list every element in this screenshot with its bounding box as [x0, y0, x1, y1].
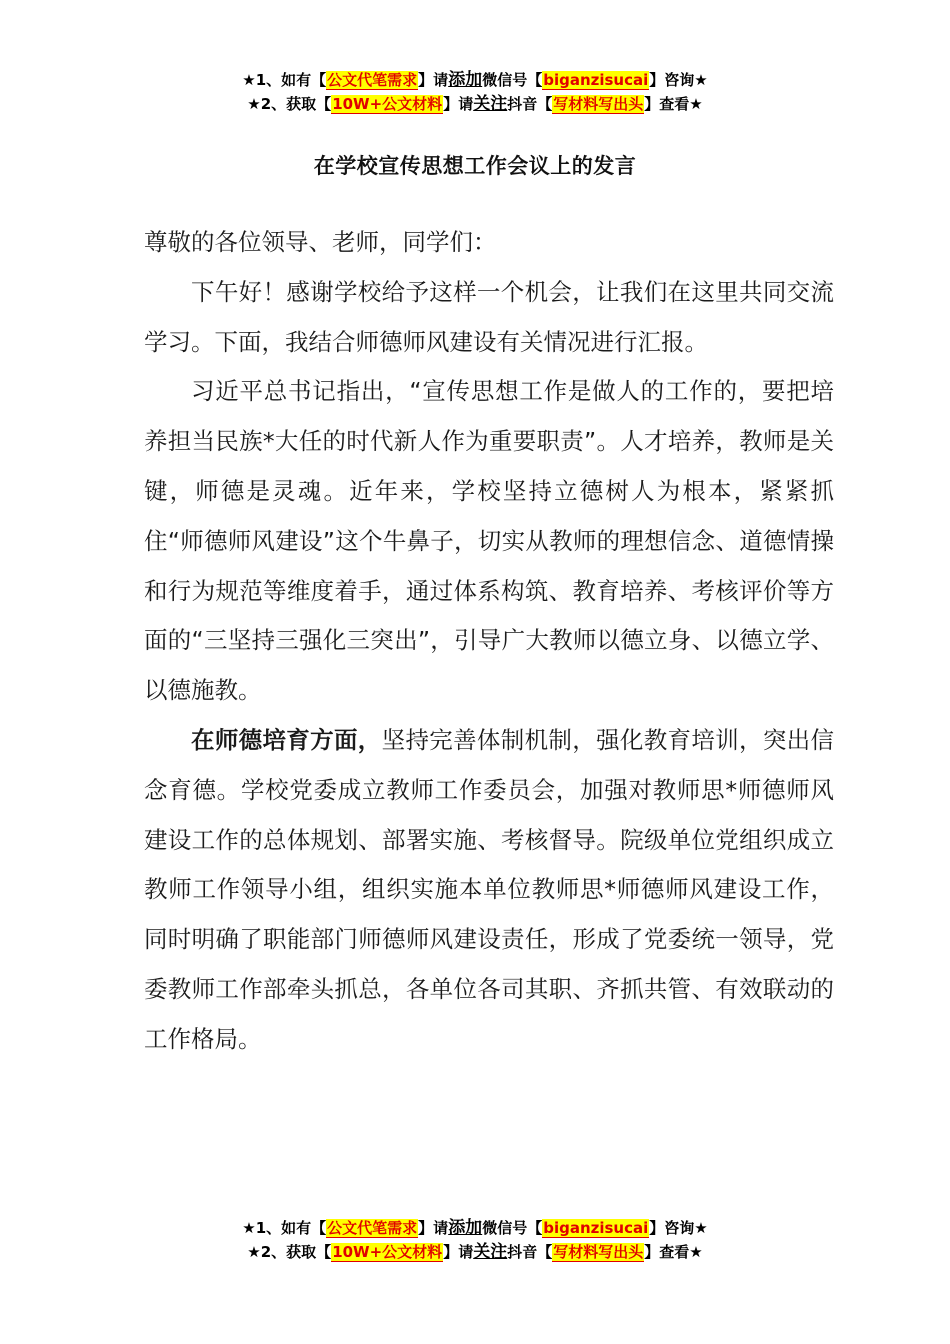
footer-banner	[0, 1216, 950, 1264]
header-line-1: ★1、如有【公文代笔需求】请添加微信号【biganzisucai】咨询★	[242, 70, 708, 90]
footer-line-2: ★2、获取【10W+公文材料】请关注抖音【写材料写出头】查看★	[247, 1242, 703, 1262]
highlight-wechat-id: biganzisucai	[543, 71, 649, 89]
highlight-service: 公文代笔需求	[327, 71, 418, 89]
paragraph-lead-heading: 在师德培育方面，	[191, 725, 382, 754]
highlight-douyin-account: 写材料写出头	[553, 1243, 644, 1261]
paragraph-ethics-cultivation: 在师德培育方面，坚持完善体制机制，强化教育培训，突出信念育德。学校党委成立教师工作委员会，加强对教师思*师德师风建设工作的总体规划、部署实施、考核督导。院级单位党组织成立教师工作领导小组，组织实施本单位教师思*师德师风建设工作，同时明确了职能部门师德师风建设责任，形成了党委统一领导，党委教师工作部牵头抓总，各单位各司其职、齐抓共管、有效联动的工作格局。	[144, 725, 835, 1053]
document-body	[144, 218, 834, 1065]
header-banner	[0, 68, 950, 116]
highlight-wechat-id: biganzisucai	[543, 1219, 649, 1237]
paragraph-quote: 习近平总书记指出，“宣传思想工作是做人的工作的，要把培养担当民族*大任的时代新人作为重要职责”。人才培养，教师是关键，师德是灵魂。近年来，学校坚持立德树人为根本，紧紧抓住“师德师风建设”这个牛鼻子，切实从教师的理想信念、道德情操和行为规范等维度着手，通过体系构筑、教育培养、考核评价等方面的“三坚持三强化三突出”，引导广大教师以德立身、以德立学、以德施教。	[144, 377, 834, 705]
highlight-materials: 10W+公文材料	[332, 1243, 443, 1261]
footer-line-1: ★1、如有【公文代笔需求】请添加微信号【biganzisucai】咨询★	[242, 1218, 708, 1238]
document-title: 在学校宣传思想工作会议上的发言	[313, 154, 637, 178]
highlight-service: 公文代笔需求	[327, 1219, 418, 1237]
highlight-materials: 10W+公文材料	[332, 95, 443, 113]
paragraph-greeting: 下午好！感谢学校给予这样一个机会，让我们在这里共同交流学习。下面，我结合师德师风建设有关情况进行汇报。	[144, 277, 834, 356]
salutation: 尊敬的各位领导、老师，同学们：	[144, 228, 497, 256]
header-line-2: ★2、获取【10W+公文材料】请关注抖音【写材料写出头】查看★	[247, 94, 703, 114]
highlight-douyin-account: 写材料写出头	[553, 95, 644, 113]
